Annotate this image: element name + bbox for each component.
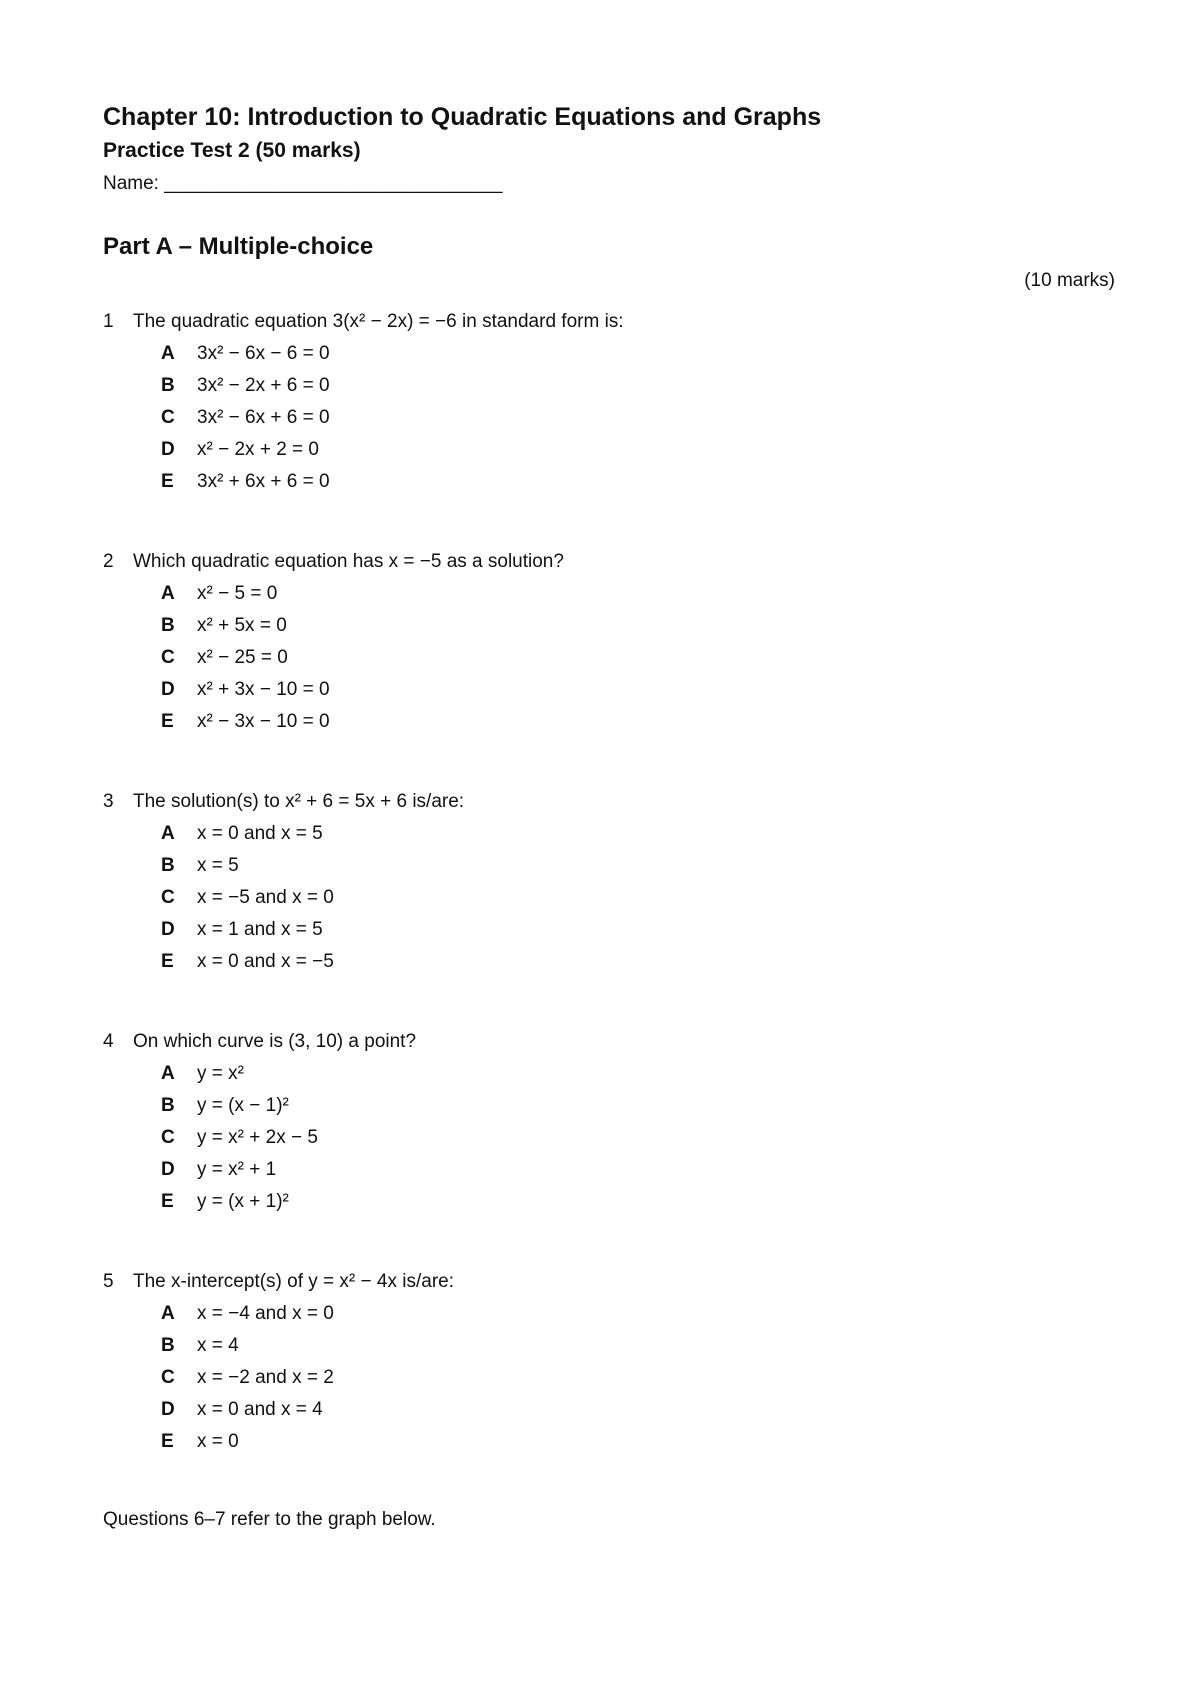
graph-reference-note: Questions 6–7 refer to the graph below.: [103, 1509, 436, 1530]
question-text: The x-intercept(s) of y = x² − 4x is/are:: [133, 1271, 454, 1292]
option-text: y = x² + 2x − 5: [197, 1127, 318, 1148]
answer-option-e: [161, 466, 1115, 498]
option-letter: A: [161, 823, 175, 844]
option-text: 3x² + 6x + 6 = 0: [197, 471, 330, 492]
answer-option-b: [161, 850, 1115, 882]
question-text: The quadratic equation 3(x² − 2x) = −6 in standard form is:: [133, 311, 624, 332]
option-letter: E: [161, 1431, 174, 1452]
option-text: y = x²: [197, 1063, 244, 1084]
option-letter: A: [161, 343, 175, 364]
option-text: x = 4: [197, 1335, 239, 1356]
option-letter: D: [161, 1159, 175, 1180]
question-stem: [103, 306, 1115, 338]
question-1: [103, 306, 1115, 536]
document-page: [103, 100, 1115, 1536]
option-text: x² + 3x − 10 = 0: [197, 679, 330, 700]
answer-option-b: [161, 610, 1115, 642]
answer-options: [161, 1058, 1115, 1218]
option-letter: C: [161, 887, 175, 908]
option-text: x = 0 and x = −5: [197, 951, 334, 972]
answer-option-c: [161, 1362, 1115, 1394]
question-text: The solution(s) to x² + 6 = 5x + 6 is/are:: [133, 791, 465, 812]
answer-option-c: [161, 642, 1115, 674]
option-letter: C: [161, 1367, 175, 1388]
option-text: 3x² − 6x + 6 = 0: [197, 407, 330, 428]
option-text: x = −4 and x = 0: [197, 1303, 334, 1324]
answer-option-c: [161, 1122, 1115, 1154]
option-letter: B: [161, 1095, 175, 1116]
option-letter: D: [161, 679, 175, 700]
answer-option-e: [161, 706, 1115, 738]
question-number: 3: [103, 791, 114, 812]
question-text: Which quadratic equation has x = −5 as a solution?: [133, 551, 564, 572]
question-3: [103, 786, 1115, 1016]
option-letter: E: [161, 951, 174, 972]
option-letter: E: [161, 1191, 174, 1212]
option-text: 3x² − 6x − 6 = 0: [197, 343, 330, 364]
option-text: x = 5: [197, 855, 239, 876]
option-letter: C: [161, 407, 175, 428]
answer-option-e: [161, 1186, 1115, 1218]
answer-option-d: [161, 1154, 1115, 1186]
answer-option-a: [161, 818, 1115, 850]
answer-options: [161, 818, 1115, 978]
answer-option-a: [161, 578, 1115, 610]
option-letter: D: [161, 1399, 175, 1420]
question-4: [103, 1026, 1115, 1256]
answer-option-e: [161, 946, 1115, 978]
question-spacer: [103, 738, 1115, 776]
option-text: x² − 25 = 0: [197, 647, 288, 668]
part-a-title: Part A – Multiple-choice: [103, 233, 374, 260]
option-text: y = (x + 1)²: [197, 1191, 289, 1212]
question-stem: [103, 1026, 1115, 1058]
option-letter: B: [161, 375, 175, 396]
answer-option-e: [161, 1426, 1115, 1458]
question-spacer: [103, 498, 1115, 536]
page-title: Chapter 10: Introduction to Quadratic Equations and Graphs: [103, 103, 822, 131]
answer-option-c: [161, 402, 1115, 434]
question-number: 1: [103, 311, 114, 332]
question-number: 5: [103, 1271, 114, 1292]
question-list: [103, 306, 1115, 1496]
option-letter: B: [161, 855, 175, 876]
answer-options: [161, 578, 1115, 738]
option-text: x = 0 and x = 5: [197, 823, 323, 844]
option-text: x = −5 and x = 0: [197, 887, 334, 908]
option-letter: B: [161, 615, 175, 636]
answer-options: [161, 1298, 1115, 1458]
option-letter: A: [161, 583, 175, 604]
option-text: x² + 5x = 0: [197, 615, 287, 636]
option-letter: A: [161, 1303, 175, 1324]
option-letter: D: [161, 439, 175, 460]
answer-option-a: [161, 1298, 1115, 1330]
option-text: 3x² − 2x + 6 = 0: [197, 375, 330, 396]
answer-option-d: [161, 674, 1115, 706]
option-letter: E: [161, 711, 174, 732]
question-stem: [103, 546, 1115, 578]
option-text: x = −2 and x = 2: [197, 1367, 334, 1388]
option-text: x² − 5 = 0: [197, 583, 278, 604]
option-text: x = 1 and x = 5: [197, 919, 323, 940]
answer-option-d: [161, 434, 1115, 466]
answer-option-b: [161, 370, 1115, 402]
answer-option-a: [161, 338, 1115, 370]
answer-option-d: [161, 914, 1115, 946]
answer-options: [161, 338, 1115, 498]
question-number: 2: [103, 551, 114, 572]
question-5: [103, 1266, 1115, 1496]
option-text: y = (x − 1)²: [197, 1095, 289, 1116]
option-text: x² − 3x − 10 = 0: [197, 711, 330, 732]
part-a-marks: (10 marks): [1024, 270, 1115, 291]
option-text: x² − 2x + 2 = 0: [197, 439, 319, 460]
name-field-line: Name: ________________________________: [103, 173, 503, 194]
question-2: [103, 546, 1115, 776]
option-letter: C: [161, 647, 175, 668]
answer-option-c: [161, 882, 1115, 914]
option-letter: A: [161, 1063, 175, 1084]
question-text: On which curve is (3, 10) a point?: [133, 1031, 417, 1052]
option-text: y = x² + 1: [197, 1159, 277, 1180]
question-spacer: [103, 1458, 1115, 1496]
answer-option-b: [161, 1330, 1115, 1362]
option-letter: D: [161, 919, 175, 940]
question-stem: [103, 786, 1115, 818]
answer-option-b: [161, 1090, 1115, 1122]
question-spacer: [103, 1218, 1115, 1256]
answer-option-d: [161, 1394, 1115, 1426]
option-letter: C: [161, 1127, 175, 1148]
answer-option-a: [161, 1058, 1115, 1090]
question-stem: [103, 1266, 1115, 1298]
option-text: x = 0: [197, 1431, 239, 1452]
question-number: 4: [103, 1031, 114, 1052]
question-spacer: [103, 978, 1115, 1016]
option-letter: E: [161, 471, 174, 492]
page-subtitle: Practice Test 2 (50 marks): [103, 139, 361, 162]
option-letter: B: [161, 1335, 175, 1356]
option-text: x = 0 and x = 4: [197, 1399, 323, 1420]
